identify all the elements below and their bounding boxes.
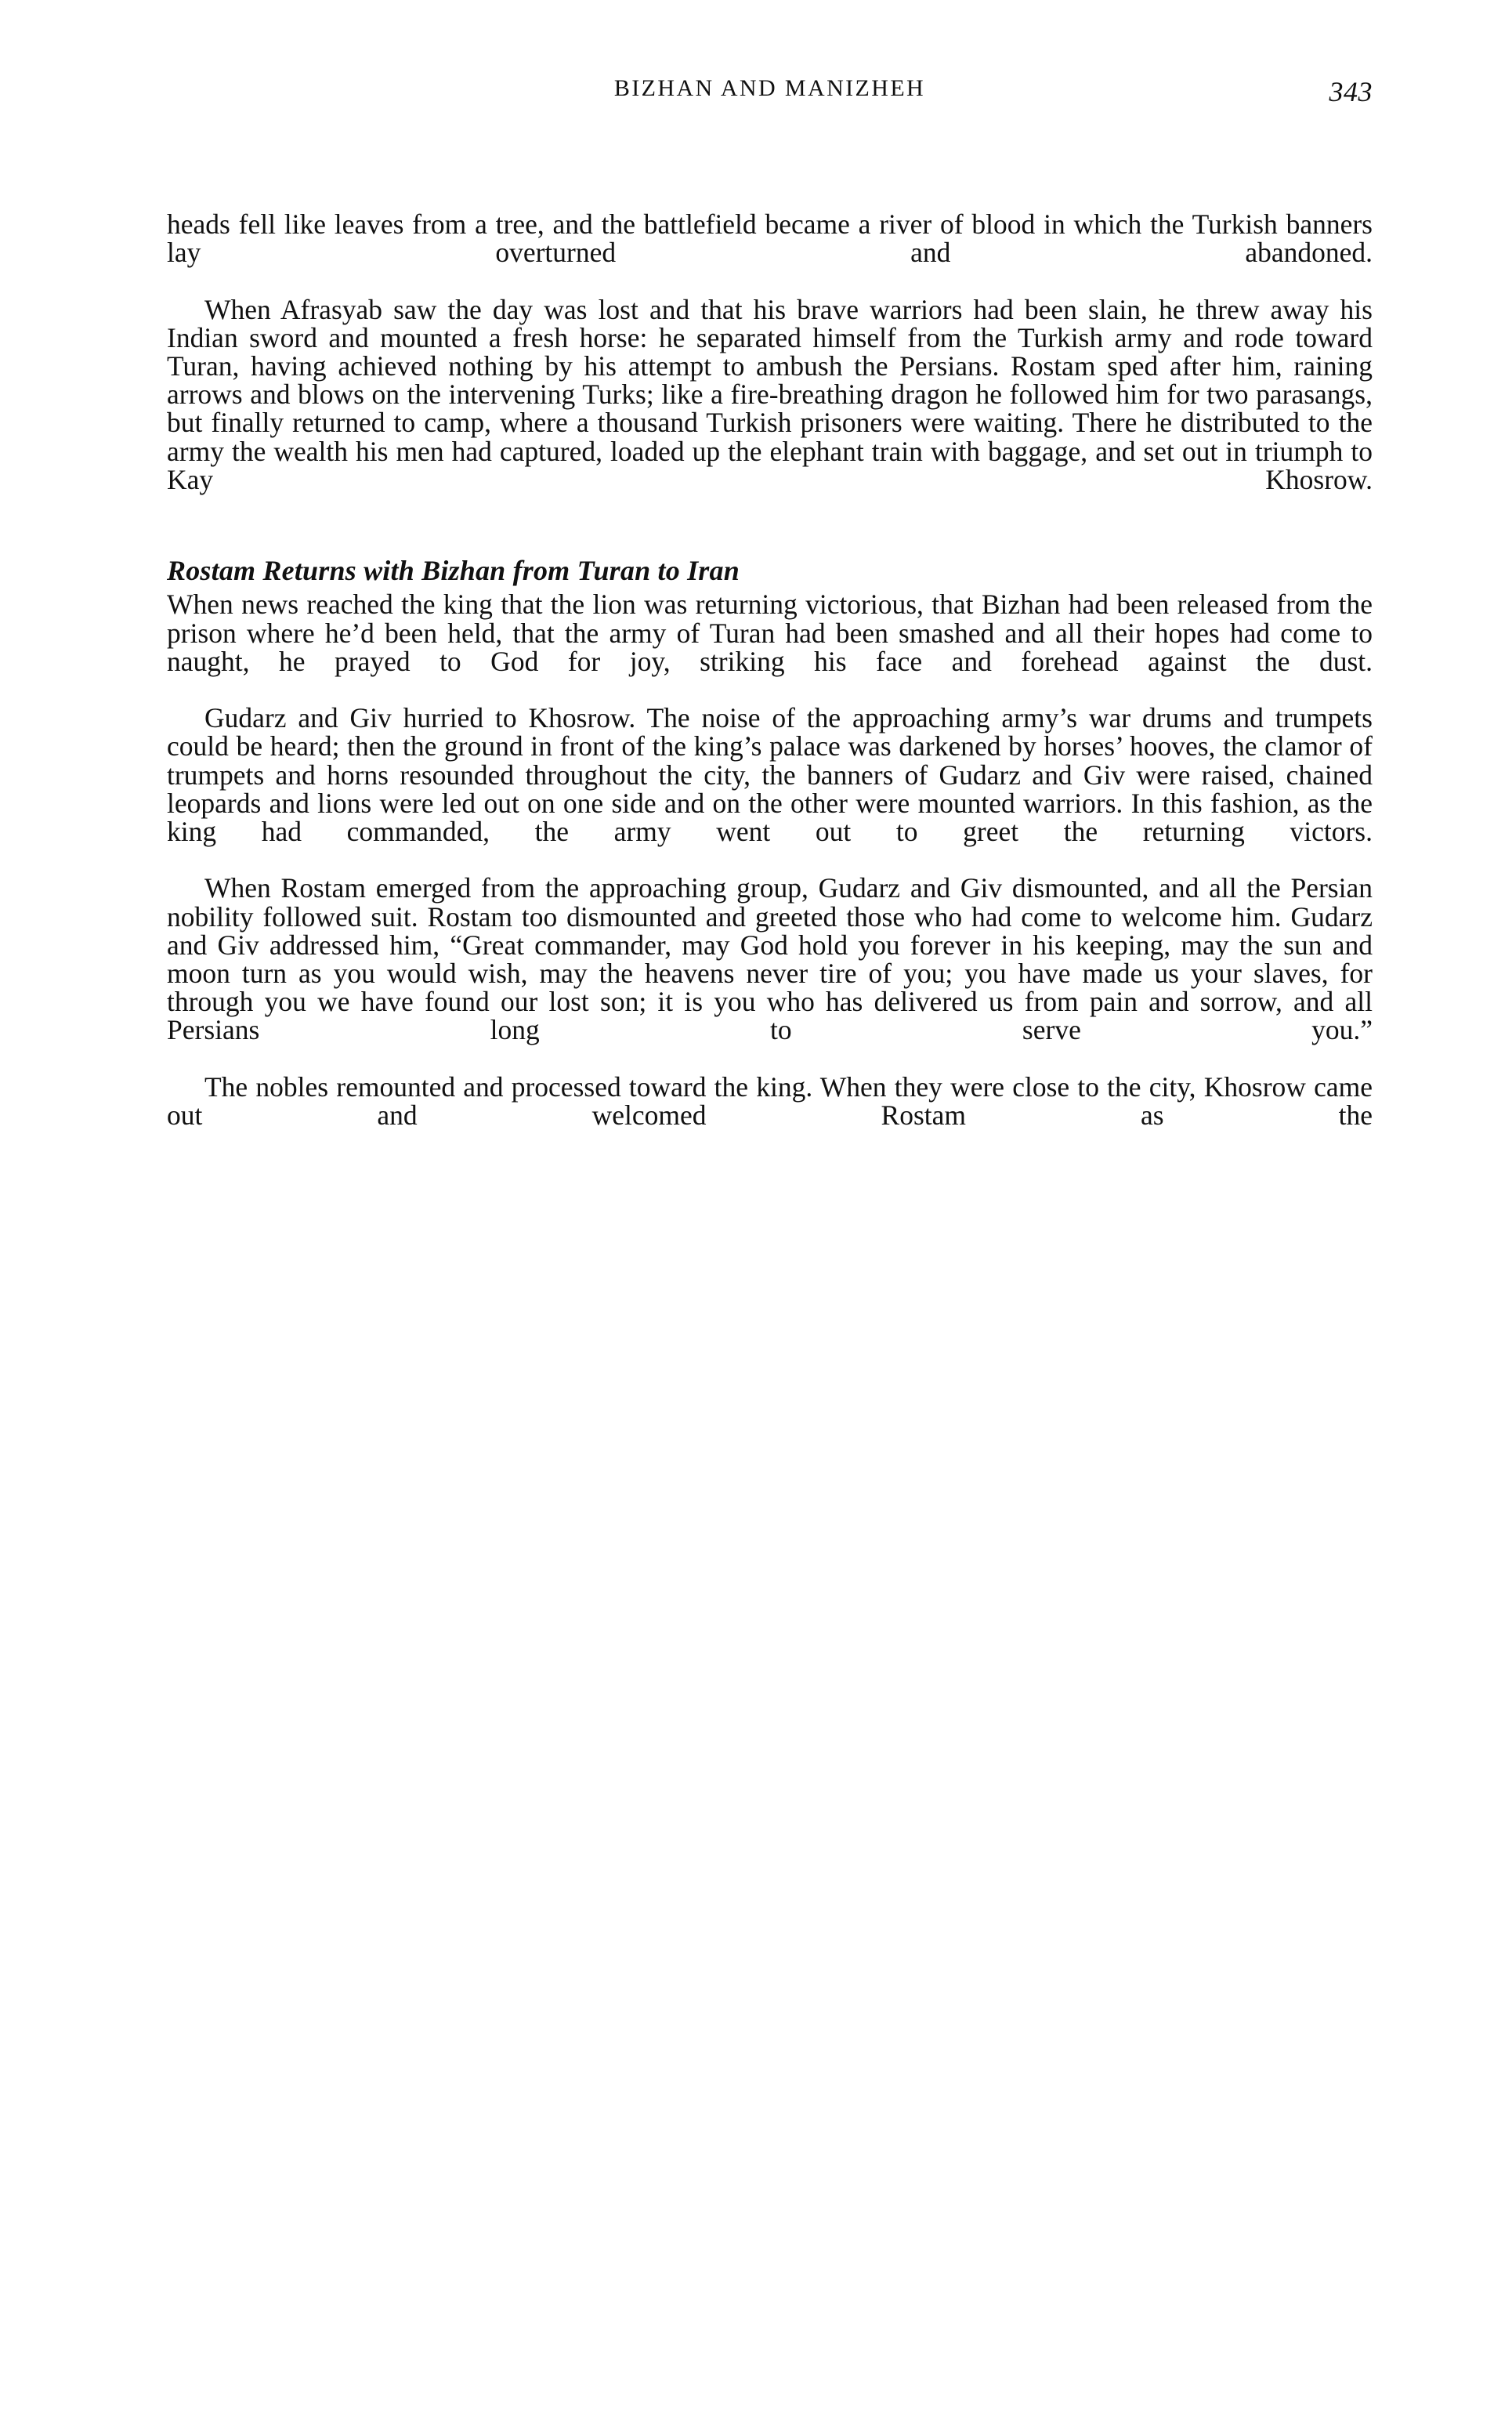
- subhead-spacer-above: [167, 522, 1373, 556]
- paragraph-battlefield: heads fell like leaves from a tree, and the battlefield became a river of blood in which the Turkish banners lay overturned and abandoned.: [167, 208, 1373, 269]
- paragraph-nobles-remounted: The nobles remounted and processed toward the king. When they were close to the city, Khosrow came out and welcomed Rostam as the: [167, 1070, 1373, 1132]
- page-number: 343: [1329, 76, 1373, 107]
- paragraph-rostam-emerged: When Rostam emerged from the approaching group, Gudarz and Giv dismounted, and all the Persian nobility followed suit. Rostam too dismounted and greeted those who had come to welcome him. Gudarz and Giv addressed him, “Great commander, may God hold you forever in his keeping, may the sun and moon turn as you would wish, may the heavens never tire of you; you have made us your slaves, for through you we have found our lost son; it is you who has delivered us from pain and sorrow, and all Persians long to serve you.”: [167, 872, 1373, 1046]
- running-head-title: BIZHAN AND MANIZHEH: [613, 75, 926, 101]
- text-block: [167, 210, 1373, 1158]
- paragraph-news-reached-king: When news reached the king that the lion was returning victorious, that Bizhan had been released from the prison where he’d been held, that the army of Turan had been smashed and all their hopes had come to naught, he prayed to God for joy, striking his face and forehead against the dust.: [167, 589, 1373, 677]
- section-subheading: Rostam Returns with Bizhan from Turan to Iran: [167, 555, 740, 587]
- paragraph-afrasyab-flees: When Afrasyab saw the day was lost and that his brave warriors had been slain, he threw away his Indian sword and mounted a fresh horse: he separated himself from the Turkish army and rode toward Turan, having achieved nothing by his attempt to ambush the Persians. Rostam sped after him, raining arrows and blows on the intervening Turks; like a fire-breathing dragon he followed him for two parasangs, but finally returned to camp, where a thousand Turkish prisoners were waiting. There he distributed to the army the wealth his men had captured, loaded up the elephant train with baggage, and set out in triumph to Kay Khosrow.: [167, 293, 1373, 495]
- paragraph-gudarz-giv-hurried: Gudarz and Giv hurried to Khosrow. The noise of the approaching army’s war drums and trumpets could be heard; then the ground in front of the king’s palace was darkened by horses’ hooves, the clamor of trumpets and horns resounded throughout the city, the banners of Gudarz and Giv were raised, chained leopards and lions were led out on one side and on the other were mounted warriors. In this fashion, as the king had commanded, the army went out to greet the returning victors.: [167, 702, 1373, 848]
- running-head: [167, 75, 1373, 111]
